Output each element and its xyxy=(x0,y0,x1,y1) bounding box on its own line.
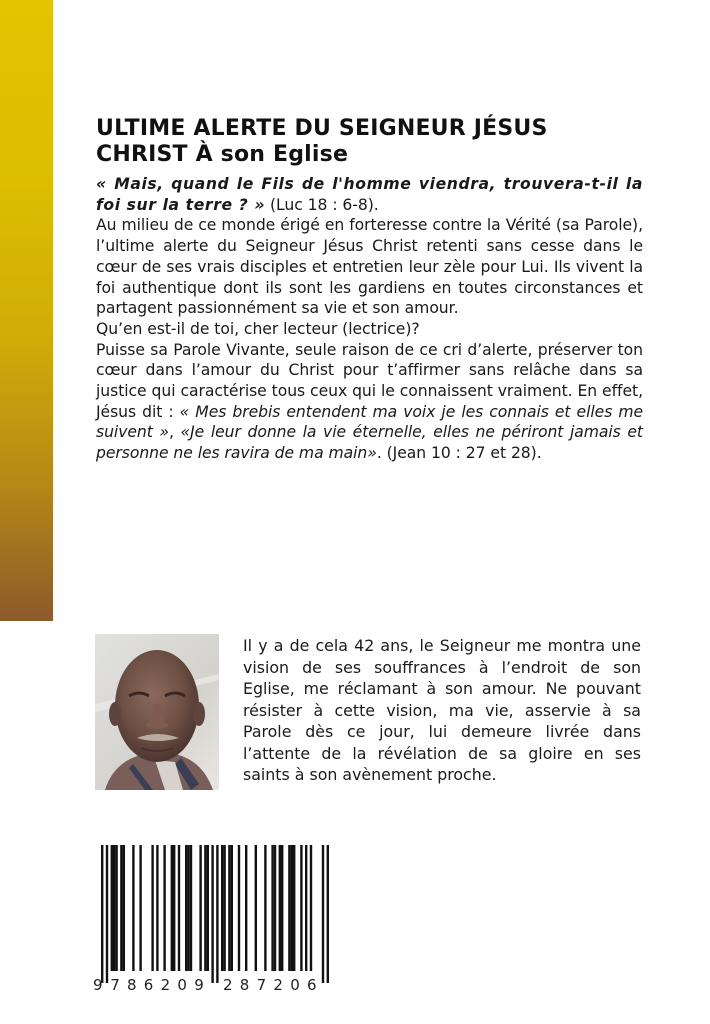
blurb-paragraph-1: Au milieu de ce monde érigé en forteresse contre la Vérité (sa Parole), l’ultime alerte du Seigneur Jésus Christ retenti sans cesse dans le cœur de ses vrais disciples et entretien leur zèle pour Lui. Ils vivent la foi authentique dont ils sont les gardiens en toutes circonstances et partagent passionnément sa vie et son amour. xyxy=(96,216,643,318)
title-line-1: ULTIME ALERTE DU SEIGNEUR JÉSUS xyxy=(96,116,548,141)
barcode-icon xyxy=(93,845,338,995)
book-title xyxy=(96,116,656,168)
blurb-p3-separator: , xyxy=(169,423,181,442)
svg-text:8: 8 xyxy=(127,976,137,994)
svg-text:0: 0 xyxy=(177,976,187,994)
blurb-paragraph-2: Qu’en est-il de toi, cher lecteur (lectrice)? xyxy=(96,319,420,338)
isbn-barcode xyxy=(93,845,338,995)
author-photo xyxy=(95,634,219,790)
svg-text:9: 9 xyxy=(93,976,103,994)
epigraph-reference: (Luc 18 : 6-8). xyxy=(265,195,379,214)
svg-text:7: 7 xyxy=(256,976,267,994)
author-portrait-icon xyxy=(95,634,219,790)
svg-text:7: 7 xyxy=(110,976,120,994)
svg-text:9: 9 xyxy=(194,976,204,994)
svg-text:2: 2 xyxy=(160,976,171,994)
epigraph-quote: « Mais, quand le Fils de l'homme viendra, trouvera-t-il la foi sur la terre ? » xyxy=(96,175,643,214)
epigraph xyxy=(96,174,643,215)
author-bio: Il y a de cela 42 ans, le Seigneur me montra une vision de ses souffrances à l’endroit de son Eglise, me réclamant à son amour. Ne pouvant résister à cette vision, ma vie, asservie à sa Parole dès ce jour, lui demeure livrée dans l’attente de la révélation de sa gloire en ses saints à son avènement proche. xyxy=(243,636,641,784)
svg-text:2: 2 xyxy=(223,976,233,994)
blurb-paragraph-3 xyxy=(96,340,643,464)
svg-text:6: 6 xyxy=(143,976,154,994)
svg-text:0: 0 xyxy=(290,976,300,994)
title-line-2: CHRIST À son Eglise xyxy=(96,142,349,167)
cover-color-band xyxy=(0,0,53,621)
scripture-reference: . (Jean 10 : 27 et 28). xyxy=(376,444,542,463)
svg-text:2: 2 xyxy=(273,976,283,994)
svg-text:6: 6 xyxy=(307,976,317,994)
back-cover-blurb xyxy=(96,174,643,464)
scripture-quote-1: « Mes brebis entendent ma voix je les connais et elles me suivent » xyxy=(96,402,644,442)
scripture-quote-2: «Je leur donne la vie éternelle, elles ne périront jamais et personne ne les ravira de ma main» xyxy=(96,423,643,463)
blurb-p3-intro: Puisse sa Parole Vivante, seule raison de ce cri d’alerte, préserver ton cœur dans l’amour du Christ pour t’affirmer sans relâche dans sa justice qui caractérise tous ceux qui le connaissent vraiment. En effet, Jésus dit : xyxy=(96,340,643,421)
svg-text:8: 8 xyxy=(239,976,250,994)
